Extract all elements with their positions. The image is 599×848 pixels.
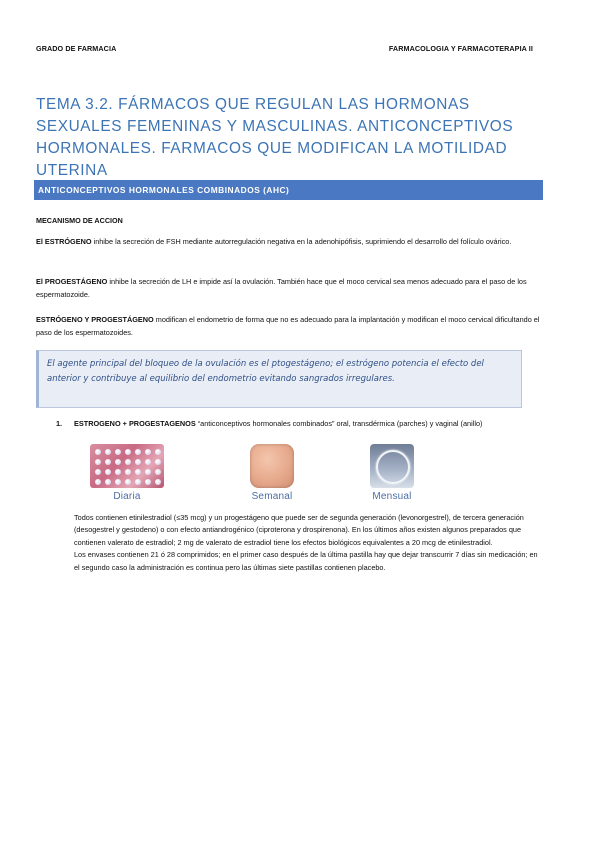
pill-dot — [135, 459, 141, 465]
pill-dot — [105, 449, 111, 455]
method-weekly-label: Semanal — [251, 491, 293, 502]
mechanism-heading: MECANISMO DE ACCION — [36, 216, 123, 225]
page-title: TEMA 3.2. FÁRMACOS QUE REGULAN LAS HORMONAS SEXUALES FEMENINAS Y MASCULINAS. ANTICONCEPTIVOS HORMONALES. FARMACOS QUE MODIFICAN LA MOTILIDAD UTERINA — [36, 96, 514, 179]
pill-dot — [155, 449, 161, 455]
pill-dot — [155, 459, 161, 465]
pill-dot — [105, 459, 111, 465]
pill-dot — [145, 469, 151, 475]
patch-image — [250, 444, 294, 488]
pill-dot — [125, 479, 131, 485]
callout-box: El agente principal del bloqueo de la ovulación es el ptogestágeno; el estrógeno potencia el efecto del anterior y contribuye al equilibrio del endometrio evitando sangrados irregulares. — [36, 350, 522, 408]
method-monthly-label: Mensual — [372, 491, 412, 502]
pill-dot — [135, 449, 141, 455]
body-paragraph-2: Los envases contienen 21 ó 28 comprimidos; en el primer caso después de la última pastilla hay que dejar transcurrir 7 días sin medicación; en el segundo caso la administración es continua pero las últimas siete pastillas contienen placebo. — [74, 550, 538, 572]
pill-dot — [125, 469, 131, 475]
pill-dot — [115, 449, 121, 455]
pill-dot — [125, 449, 131, 455]
combined-paragraph — [36, 314, 540, 339]
pill-dot — [145, 449, 151, 455]
body-text — [74, 512, 544, 574]
pill-dot — [95, 479, 101, 485]
combined-text: modifican el endometrio de forma que no es adecuado para la implantación y modifican el moco cervical dificultando el paso de los espermatozoides. — [36, 315, 540, 337]
page-header — [36, 44, 533, 58]
pill-dot — [115, 479, 121, 485]
progestagen-term: El PROGESTÁGENO — [36, 277, 108, 286]
list-text-rest: “anticonceptivos hormonales combinados” oral, transdérmica (parches) y vaginal (anillo) — [195, 419, 483, 428]
estrogen-term: El ESTRÓGENO — [36, 237, 92, 246]
method-weekly — [222, 444, 322, 502]
method-monthly — [344, 444, 440, 502]
progestagen-paragraph — [36, 276, 540, 301]
body-paragraph-1: Todos contienen etinilestradiol (≤35 mcg) y un progestágeno que puede ser de segunda generación (levonorgestrel), de tercera generación (desogestrel y gestodeno) o con efecto antiandrogénico (ciproterona y drospirenona). En los últimos años existen algunos preparados que contienen valerato de estradiol; 2 mg de valerato de estradiol tiene los efectos biológicos equivalentes a 20 mcg de etinilestradiol. — [74, 513, 524, 547]
pill-dot — [145, 459, 151, 465]
pill-dot — [135, 479, 141, 485]
pill-dot — [105, 469, 111, 475]
pill-dot — [95, 459, 101, 465]
combined-term: ESTRÓGENO Y PROGESTÁGENO — [36, 315, 154, 324]
estrogen-paragraph — [36, 236, 540, 249]
pill-dot — [135, 469, 141, 475]
header-left: GRADO DE FARMACIA — [36, 44, 117, 53]
pill-dot — [155, 469, 161, 475]
pill-dot — [115, 459, 121, 465]
estrogen-text: inhibe la secreción de FSH mediante autorregulación negativa en la adenohipófisis, suprimiendo el desarrollo del folículo ovárico. — [91, 237, 512, 246]
list-number: 1. — [56, 419, 63, 428]
pill-dot — [155, 479, 161, 485]
section-bar: ANTICONCEPTIVOS HORMONALES COMBINADOS (AHC) — [34, 180, 543, 200]
pill-dot — [115, 469, 121, 475]
progestagen-text: inhibe la secreción de LH e impide así la ovulación. También hace que el moco cervical sea menos adecuado para el paso de los espermatozoide. — [36, 277, 527, 299]
pill-dot — [95, 469, 101, 475]
pill-dot — [95, 449, 101, 455]
list-text-bold: ESTROGENO + PROGESTAGENOS — [74, 419, 196, 428]
contraceptive-methods — [72, 444, 432, 508]
pill-dot — [145, 479, 151, 485]
method-daily-label: Diaria — [113, 491, 141, 502]
list-text — [74, 418, 542, 431]
vaginal-ring-image — [370, 444, 414, 488]
pill-dot — [125, 459, 131, 465]
pill-blister-image — [90, 444, 164, 488]
pill-dot — [105, 479, 111, 485]
method-daily — [72, 444, 182, 502]
header-right: FARMACOLOGIA Y FARMACOTERAPIA II — [388, 44, 533, 53]
